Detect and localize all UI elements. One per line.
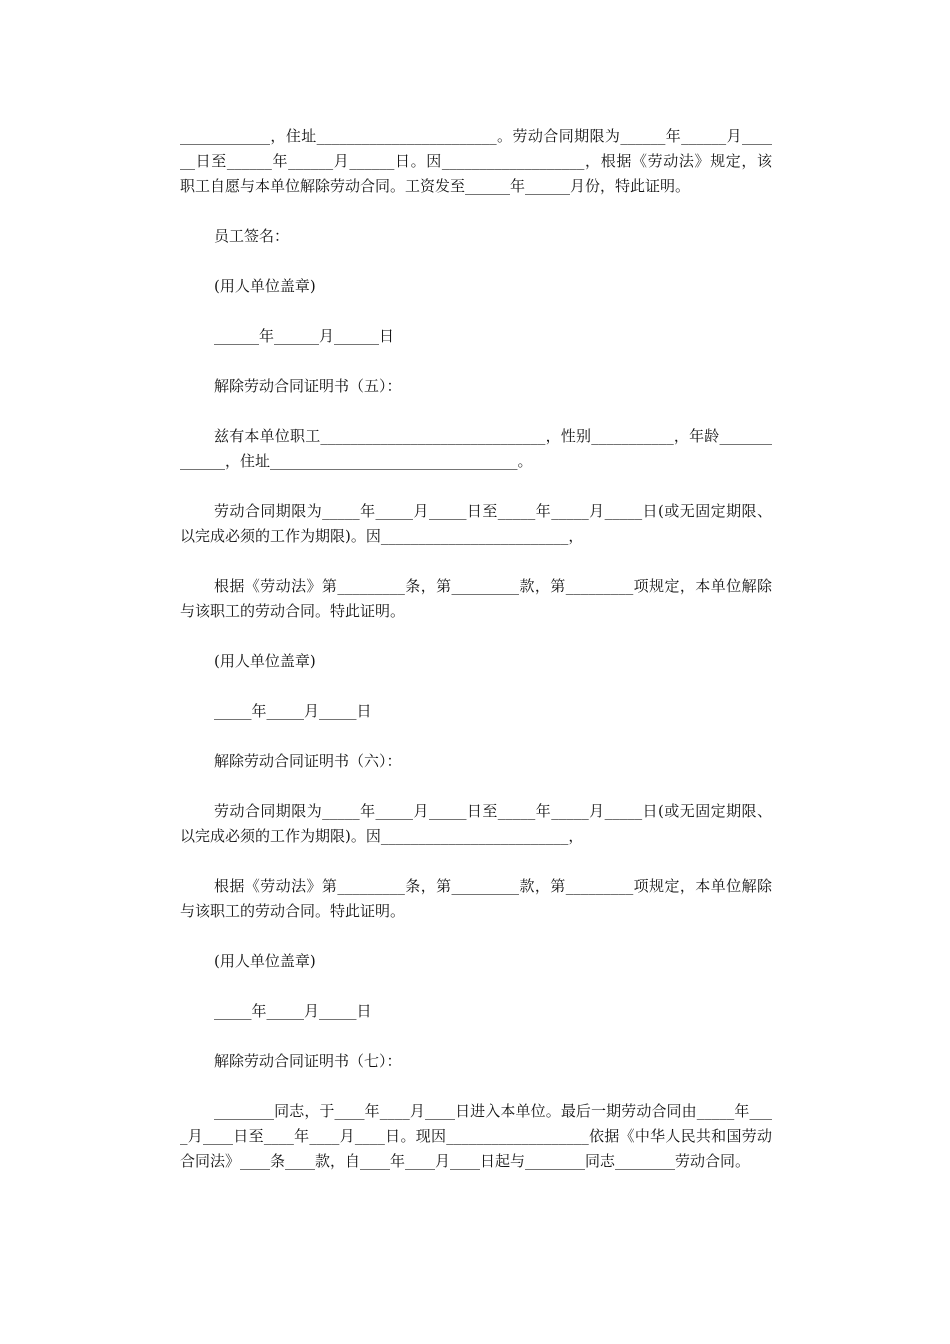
date-line: _____年_____月_____日 (214, 1002, 372, 1020)
paragraph-employee-info: 兹有本单位职工______________________________，性别___________，年龄_____________，住址_________________________________。 (180, 427, 772, 470)
employer-seal-label: (用人单位盖章) (214, 652, 316, 670)
employer-seal-label: (用人单位盖章) (214, 952, 316, 970)
section-title-six: 解除劳动合同证明书（六）： (214, 752, 402, 770)
paragraph-comrade-contract: ________同志，于____年____月____日进入本单位。最后一期劳动合同由_____年____月____日至____年____月____日。现因___________________依据《中华人民共和国劳动合同法》____条____款，自____年____月____日起与________同志________劳动合同。 (180, 1102, 772, 1170)
section-title-seven: 解除劳动合同证明书（七）： (214, 1052, 402, 1070)
paragraph-contract-term: 劳动合同期限为_____年_____月_____日至_____年_____月_____日(或无固定期限、以完成必须的工作为期限)。因_________________________， (180, 802, 772, 845)
paragraph-contract-term: 劳动合同期限为_____年_____月_____日至_____年_____月_____日(或无固定期限、以完成必须的工作为期限)。因_________________________， (180, 502, 772, 545)
employer-seal-label: (用人单位盖章) (214, 277, 316, 295)
date-line: _____年_____月_____日 (214, 702, 372, 720)
section-title-five: 解除劳动合同证明书（五）： (214, 377, 402, 395)
paragraph-address-term: ____________，住址________________________。劳动合同期限为______年______月______日至______年______月______日。因___________________，根据《劳动法》规定，该职工自愿与本单位解除劳动合同。工资发至______年______月份，特此证明。 (180, 127, 772, 195)
paragraph-legal-basis: 根据《劳动法》第_________条，第_________款，第_________项规定，本单位解除与该职工的劳动合同。特此证明。 (180, 877, 772, 920)
paragraph-legal-basis: 根据《劳动法》第_________条，第_________款，第_________项规定，本单位解除与该职工的劳动合同。特此证明。 (180, 577, 772, 620)
date-line: ______年______月______日 (214, 327, 395, 345)
employee-signature-label: 员工签名： (214, 227, 290, 245)
document-page (180, 124, 772, 1174)
